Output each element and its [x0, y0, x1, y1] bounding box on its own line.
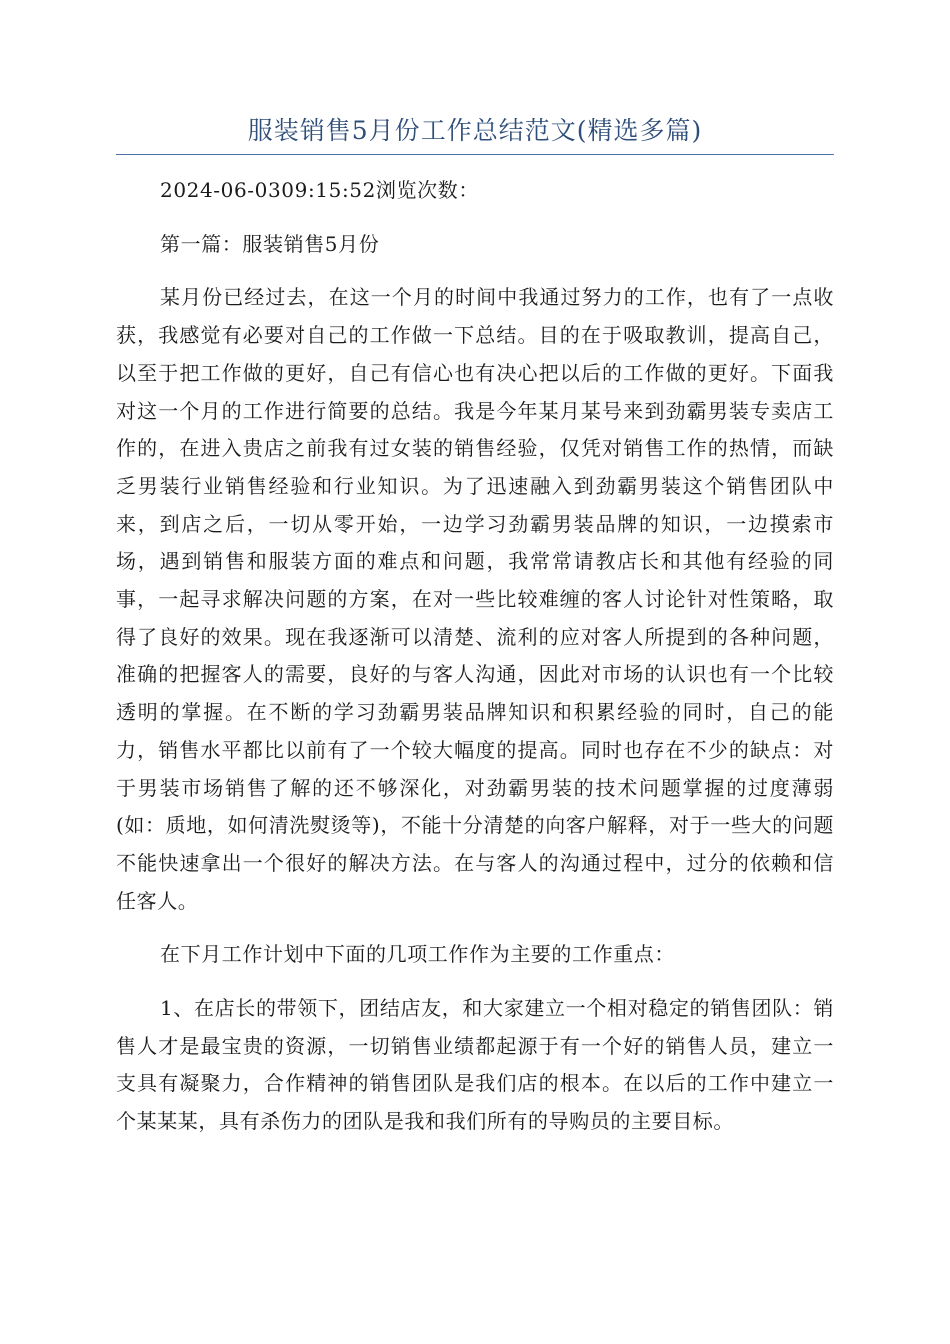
document-title: 服装销售5月份工作总结范文(精选多篇)	[247, 116, 703, 145]
section-heading: 第一篇：服装销售5月份	[160, 231, 380, 256]
meta-line: 2024-06-0309:15:52浏览次数：	[160, 178, 479, 202]
document-body	[116, 172, 834, 1157]
paragraph: 某月份已经过去，在这一个月的时间中我通过努力的工作，也有了一点收获，我感觉有必要对自己的工作做一下总结。目的在于吸取教训，提高自己，以至于把工作做的更好，自己有信心也有决心把以后的工作做的更好。下面我对这一个月的工作进行简要的总结。我是今年某月某号来到劲霸男装专卖店工作的，在进入贵店之前我有过女装的销售经验，仅凭对销售工作的热情，而缺乏男装行业销售经验和行业知识。为了迅速融入到劲霸男装这个销售团队中来，到店之后，一切从零开始，一边学习劲霸男装品牌的知识，一边摸索市场，遇到销售和服装方面的难点和问题，我常常请教店长和其他有经验的同事，一起寻求解决问题的方案，在对一些比较难缠的客人讨论针对性策略，取得了良好的效果。现在我逐渐可以清楚、流利的应对客人所提到的各种问题，准确的把握客人的需要，良好的与客人沟通，因此对市场的认识也有一个比较透明的掌握。在不断的学习劲霸男装品牌知识和积累经验的同时，自己的能力，销售水平都比以前有了一个较大幅度的提高。同时也存在不少的缺点：对于男装市场销售了解的还不够深化，对劲霸男装的技术问题掌握的过度薄弱(如：质地，如何清洗熨烫等)，不能十分清楚的向客户解释，对于一些大的问题不能快速拿出一个很好的解决方法。在与客人的沟通过程中，过分的依赖和信任客人。	[116, 285, 834, 913]
title-underline	[116, 154, 834, 155]
paragraph: 在下月工作计划中下面的几项工作作为主要的工作重点：	[160, 942, 675, 967]
paragraph: 1、在店长的带领下，团结店友，和大家建立一个相对稳定的销售团队：销售人才是最宝贵的资源，一切销售业绩都起源于有一个好的销售人员，建立一支具有凝聚力，合作精神的销售团队是我们店的根本。在以后的工作中建立一个某某某，具有杀伤力的团队是我和我们所有的导购员的主要目标。	[116, 996, 834, 1134]
